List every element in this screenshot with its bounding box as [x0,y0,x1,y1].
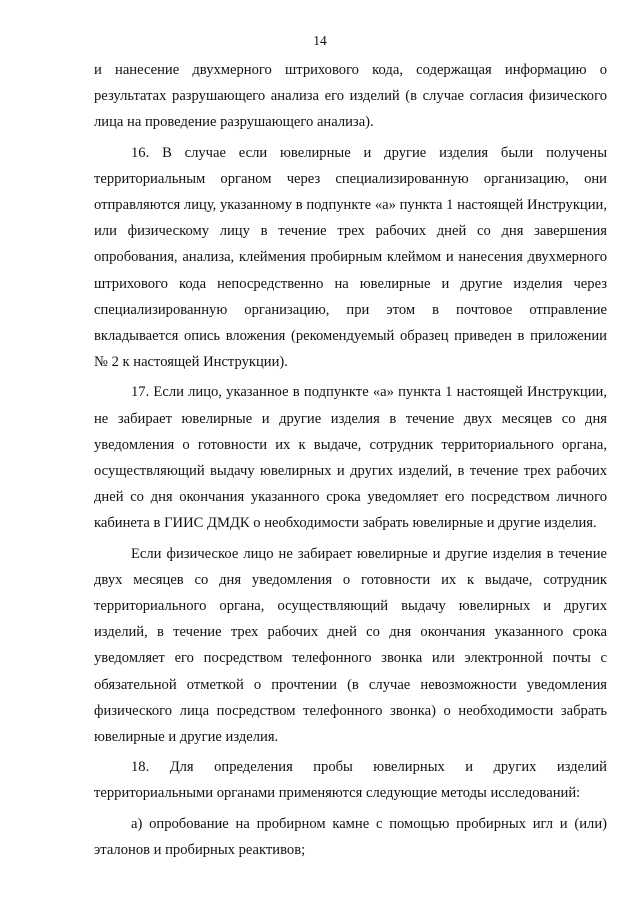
paragraph-item-16: 16. В случае если ювелирные и другие изделия были получены территориальным органом через специализированную организацию, они отправляются лицу, указанному в подпункте «а» пункта 1 настоящей Инструкции, или физическому лицу в течение трех рабочих дней со дня завершения опробования, анализа, клеймения пробирным клеймом и нанесения двухмерного штрихового кода непосредственно на ювелирные и другие изделия через специализированную организацию, при этом в почтовое отправление вкладывается опись вложения (рекомендуемый образец приведен в приложении № 2 к настоящей Инструкции). [94,144,607,371]
page-number: 14 [313,33,327,48]
paragraph-continuation: и нанесение двухмерного штрихового кода, содержащая информацию о результатах разрушающего анализа его изделий (в случае согласия физического лица на проведение разрушающего анализа). [94,62,607,131]
paragraph-item-17: 17. Если лицо, указанное в подпункте «а» пункта 1 настоящей Инструкции, не забирает ювелирные и другие изделия в течение двух месяцев со дня уведомления о готовности их к выдаче, сотрудник территориального органа, осуществляющий выдачу ювелирных и других изделий, в течение трех рабочих дней со дня окончания указанного срока уведомляет его посредством личного кабинета в ГИИС ДМДК о необходимости забрать ювелирные и другие изделия. [94,384,607,532]
document-body [94,57,607,863]
paragraph-item-18: 18. Для определения пробы ювелирных и других изделий территориальными органами применяются следующие методы исследований: [94,759,607,802]
paragraph-item-18-a: а) опробование на пробирном камне с помощью пробирных игл и (или) эталонов и пробирных реактивов; [94,815,607,858]
paragraph-individual-notice: Если физическое лицо не забирает ювелирные и другие изделия в течение двух месяцев со дня уведомления о готовности их к выдаче, сотрудник территориального органа, осуществляющий выдачу ювелирных и других изделий, в течение трех рабочих дней со дня окончания указанного срока уведомляет его посредством телефонного звонка или электронной почты с обязательной отметкой о прочтении (в случае невозможности уведомления физического лица посредством телефонного звонка) о необходимости забрать ювелирные и другие изделия. [94,545,607,746]
